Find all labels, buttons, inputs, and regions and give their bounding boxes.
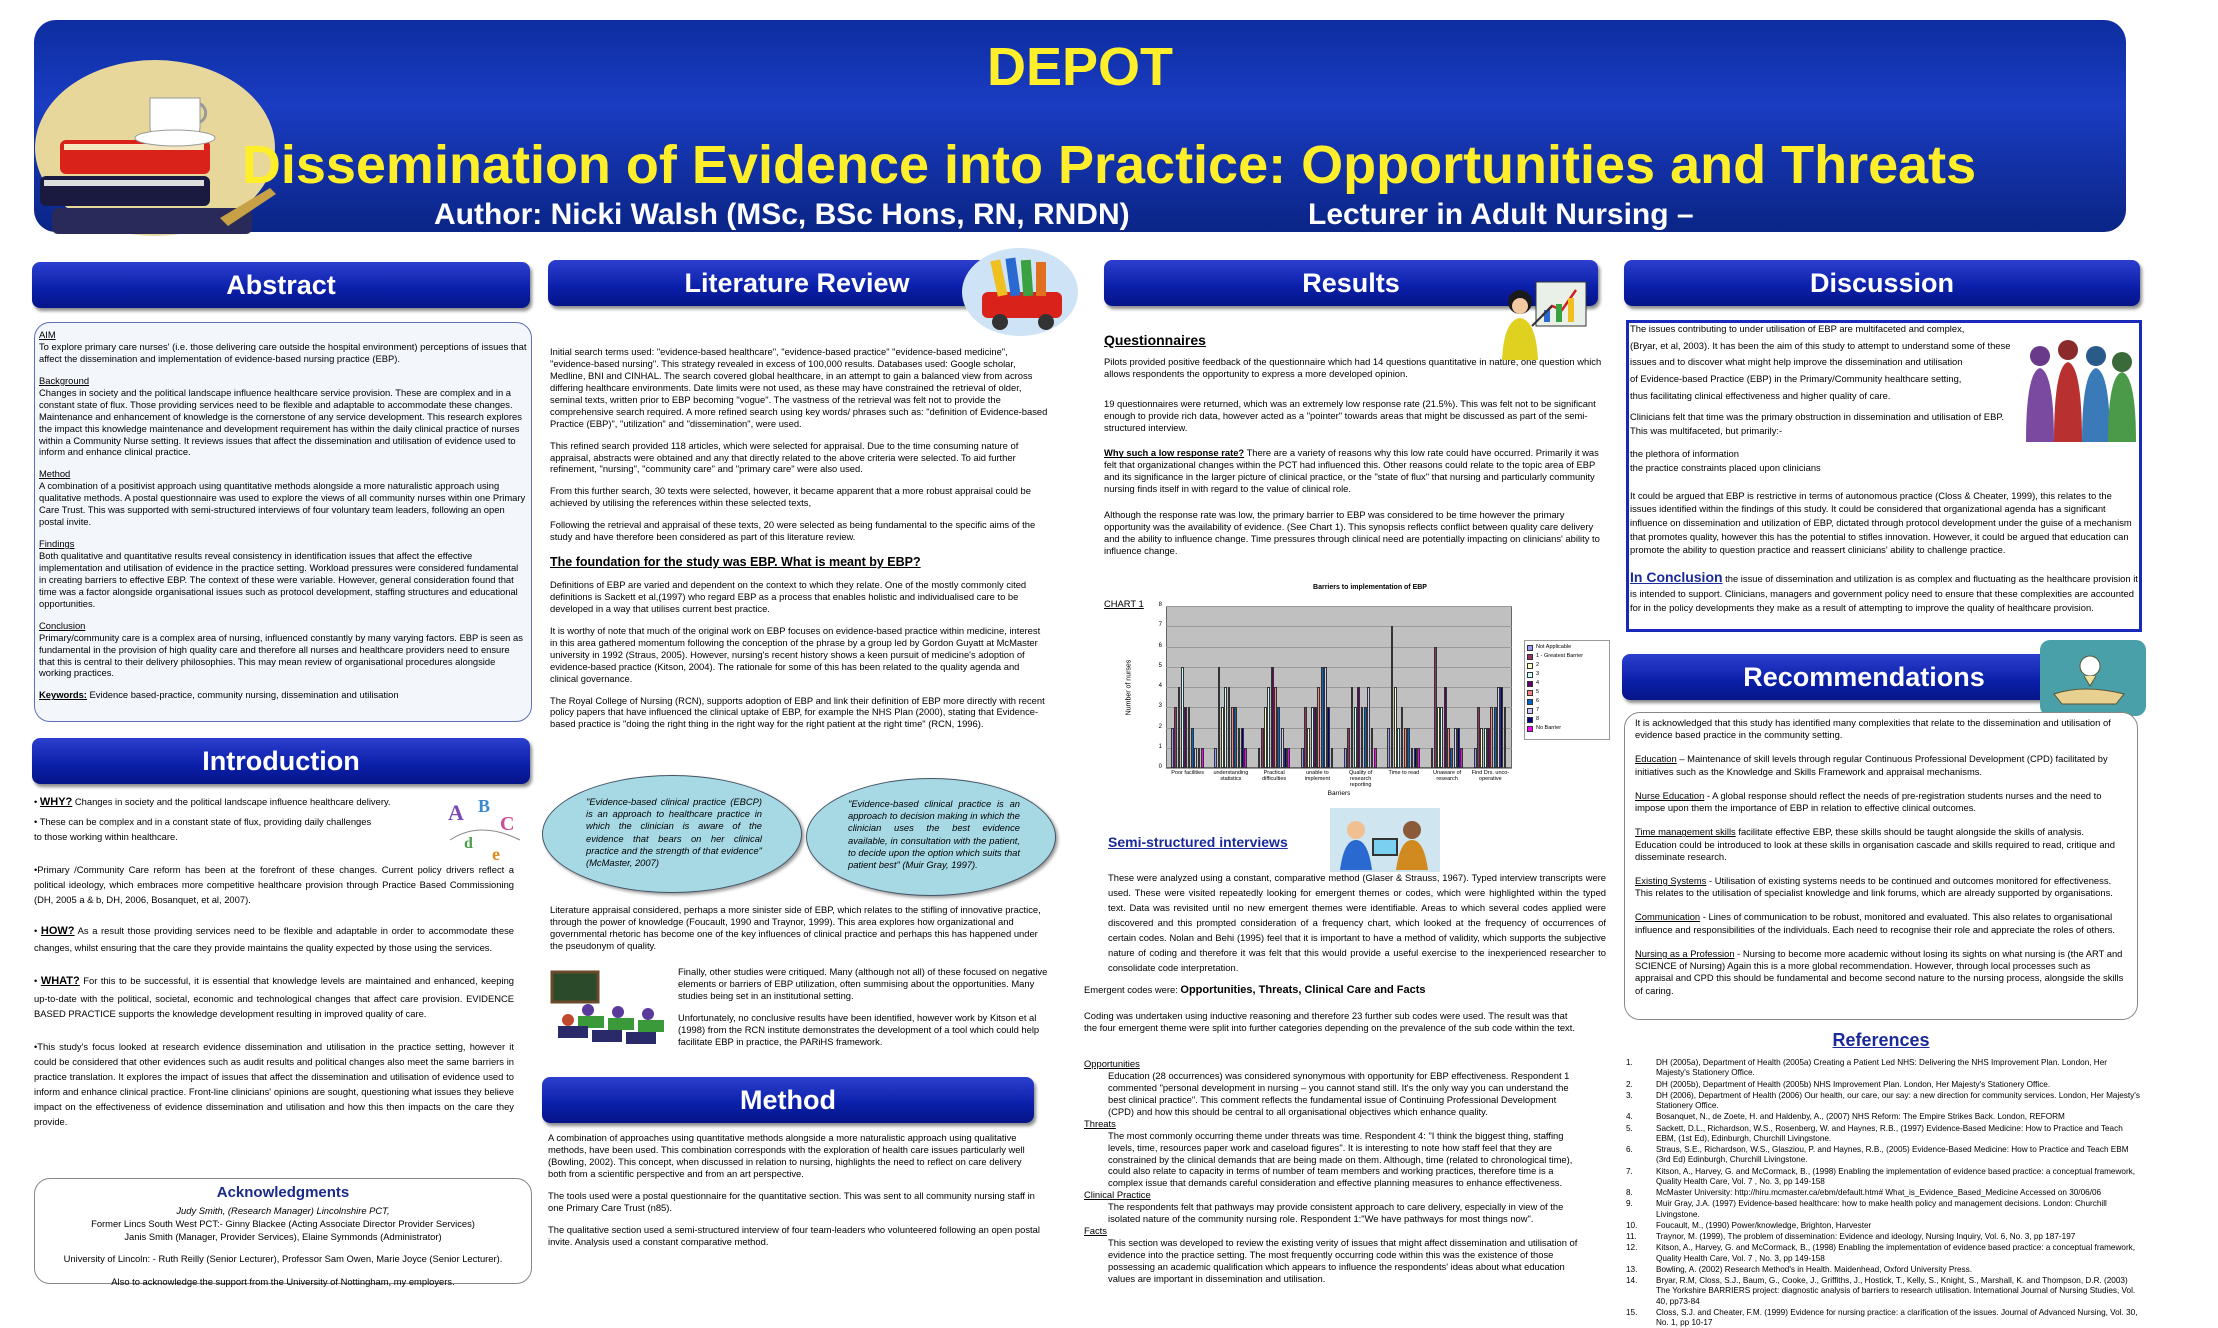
references-list: [1626, 1058, 2140, 1327]
chart-x-tick: understanding statistics: [1213, 770, 1249, 783]
svg-text:B: B: [478, 796, 491, 816]
chart-y-tick: 3: [1158, 703, 1162, 710]
magic-lamp-icon: [2040, 640, 2146, 716]
discussion-heading: Discussion: [1624, 260, 2140, 306]
reference-number: 13.: [1626, 1264, 1638, 1274]
reference-text: DH (2005a), Department of Health (2005a) Creating a Patient Led NHS: Delivering the NHS Improvement Plan. London, Her Majesty's Stationery Office.: [1656, 1058, 2107, 1078]
ack-line-1: Judy Smith, (Research Manager) Lincolnshire PCT,: [176, 1205, 390, 1217]
discussion-line-5: thus facilitating clinical effectiveness and higher quality of care.: [1630, 389, 1891, 401]
references-heading: References: [1832, 1030, 1930, 1050]
results-heading: Results: [1104, 260, 1598, 306]
threats-text: The most commonly occurring theme under threats was time. Respondent 4: "I think the biggest thing, staffing levels, time, resources paper work and caseload figures". It is interesting to note how staff feel that they are constrained by the clinical demands that are being made on them. Although, time (related to chronological time), could also relate to capacity in terms of number of team members and working practices, therefore time is a complex issue that demands careful consideration and effective planning measures to enhance effectiveness.: [1108, 1129, 1573, 1189]
emergent-codes-list: Opportunities, Threats, Clinical Care and Facts: [1180, 984, 1426, 996]
reference-text: Foucault, M., (1990) Power/knowledge, Brighton, Harvester: [1656, 1220, 1872, 1230]
chart-x-tick: Poor facilities: [1171, 770, 1204, 776]
abstract-findings: Both qualitative and quantitative results reveal consistency in identification issues that affect the effective implementation and utilisation of evidence in the practice setting. Workload pressures were considered fundamental in creating barriers to effective EBP. The context of these were variable. However, general consideration found that time was a factor alongside organisational issues such as protocol development, staffing structures and educational opportunities.: [39, 550, 519, 609]
lit-paragraph-2: This refined search provided 118 articles, which were selected for appraisal. Due to the time consuming nature of appraisal, abstracts were obtained and any that directly related to the above criteria were selected. To aid further refinement, "nursing", "community care" and "primary care" were also used.: [550, 439, 1019, 475]
chart-legend-swatch: [1527, 726, 1533, 732]
reference-item: [1626, 1124, 2140, 1145]
method-paragraph-3: The qualitative section used a semi-structured interview of four team-leaders who volunteered following an open postal invite. Analysis used a constant comparative method.: [548, 1223, 1040, 1247]
rec-time-management: facilitate effective EBP, these skills should be taught alongside the skills of analysis. Education could be introduced to look at these skills in organisation cascade and skills required to read, critique and disseminate research.: [1635, 826, 2115, 862]
reference-number: 1.: [1626, 1058, 1633, 1067]
why-low-response-heading: Why such a low response rate?: [1104, 447, 1245, 459]
chart-x-tick: Find Drs. unco-operative: [1471, 770, 1510, 783]
literature-body: [550, 346, 1050, 816]
chart-y-tick: 7: [1158, 622, 1162, 629]
results-paragraph-1: Pilots provided positive feedback of the questionnaire which had 14 questions quantitative in nature, one question which allows respondents the opportunity to express a more developed opinion.: [1104, 355, 1602, 379]
intro-paragraph-2: This study's focus looked at research evidence dissemination and utilisation in the practice setting, however it could be considered that other evidences such as audit results and political changes also meet the same barriers in practice translation. It explores the impact of issues that affect the dissemination and utilisation of evidence used to inform and enhance clinical practice. Front-line clinicians' opinions are sought, questioning what issues they believe impact on the effectiveness of evidence dissemination and utilisation and how this then impacts on the care they provide.: [34, 1041, 514, 1128]
chart-title: Barriers to implementation of EBP: [1313, 584, 1427, 591]
reference-item: [1626, 1221, 2140, 1231]
chart-y-tick: 6: [1158, 642, 1162, 649]
svg-text:C: C: [500, 813, 515, 835]
discussion-line-2: (Bryar, et al, 2003). It has been the aim of this study to attempt to understand some of these: [1630, 339, 2011, 351]
chart-bars: [1166, 606, 1512, 768]
chart-legend-swatch: [1527, 699, 1533, 705]
chart-bar: [1460, 748, 1463, 768]
chart-gridline: [1166, 768, 1512, 769]
lit-paragraph-6: It is worthy of note that much of the original work on EBP focuses on evidence-based practice within medicine, interest in this area gathered momentum following the conception of the phrase by a group led by Gordon Guyatt at McMaster university in 1992 (Straus, 2005). However, nursing's recent history shows a keen pursuit of medicine's adoption of evidence-based practice (Kitson, 2004). The rationale for some of this has been related to the quality agenda and clinical governance.: [550, 624, 1041, 684]
chart-y-tick: 0: [1158, 764, 1162, 770]
rec-education: – Maintenance of skill levels through regular Continuous Professional Development (CPD) facilitated by initiatives such as the Knowledge and Skills Framework and appraisal mechanisms.: [1635, 753, 2108, 777]
recommendations-box: [1624, 712, 2138, 1020]
lit-paragraph-4: Following the retrieval and appraisal of these texts, 20 were selected as being fundamental to the specific aims of the study and have therefore been considered as part of this literature review.: [550, 519, 1036, 543]
abstract-keywords: Evidence based-practice, community nursing, dissemination and utilisation: [89, 689, 399, 701]
reference-text: Closs, S.J. and Cheater, F.M. (1999) Evidence for nursing practice: a clarification of the issues. Journal of Advanced Nursing, Vol. 30, No. 1, pp 10-17: [1656, 1307, 2138, 1327]
reference-text: Muir Gray, J.A. (1997) Evidence-based healthcare: how to make health policy and management decisions. London: Churchill Livingstone.: [1656, 1199, 2107, 1219]
reference-item: [1626, 1058, 2140, 1079]
results-paragraph-4: Although the response rate was low, the primary barrier to EBP was considered to be time however the primary opportunity was the availability of evidence. (See Chart 1). This synopsis reflects conflict between quality care delivery and the ability to influence change. Time pressures through clinical need are potentially impacting on clinicians' ability to influence change.: [1104, 509, 1600, 557]
chart-x-tick: Practical difficulties: [1262, 770, 1287, 783]
method-body: [548, 1132, 1042, 1272]
intro-why: Changes in society and the political landscape influence healthcare delivery.: [74, 796, 391, 807]
rec-nursing-profession: - Nursing to become more academic without losing its sights on what nursing is (the ART and SCIENCE of Nursing) Again this is a more global recommendation. However, through local processes such as appraisal and CPD this should be fundamental and become second nature to the nursing process, alongside the skills of caring.: [1635, 947, 2124, 996]
chart-x-tick: Unaware of research: [1433, 770, 1462, 783]
chart-legend-swatch: [1527, 645, 1533, 651]
literature-review-heading: Literature Review: [548, 260, 1046, 306]
reference-number: 2.: [1626, 1079, 1633, 1089]
reference-item: [1626, 1276, 2140, 1307]
chart-legend-label: 1 - Greatest Barrier: [1536, 653, 1584, 659]
semi-structured-body: [1108, 870, 1606, 990]
chart-legend-item: [1527, 652, 1607, 661]
chart-legend-label: Not Applicable: [1536, 644, 1572, 650]
introduction-heading: Introduction: [32, 738, 530, 784]
discussion-line-1: The issues contributing to under utilisation of EBP are multifaceted and complex,: [1630, 323, 1965, 334]
reference-text: Kitson, A., Harvey, G. and McCormack, B., (1998) Enabling the implementation of evidence based practice: a conceptual framework, Quality Health Care, Vol. 7 , No. 3, pp 149-158: [1656, 1166, 2136, 1186]
acknowledgments-box: [34, 1178, 532, 1287]
method-heading: Method: [542, 1077, 1034, 1123]
rec-existing-systems-heading: Existing Systems: [1635, 874, 1707, 886]
recommendations-intro: It is acknowledged that this study has identified many complexities that relate to the dissemination and utilisation of evidence based practice in the community setting.: [1635, 717, 2111, 741]
abstract-method: A combination of a positivist approach using quantitative methods alongside a more naturalistic approach using qualitative methods. A postal questionnaire was used to explore the views of all community nurses within one Primary Care Trust. This was supported with semi-structured interviews of four voluntary team leaders, following an open postal invite.: [39, 480, 526, 528]
abstract-box: [34, 322, 532, 722]
results-body: [1104, 332, 1606, 592]
reference-number: 11.: [1626, 1232, 1637, 1241]
abstract-conclusion: Primary/community care is a complex area of nursing, influenced constantly by many varying factors. EBP is seen as fundamental in the provision of high quality care and therefore all nurses and healthcare providers need to ensure that this is central to their delivery philosophies. This may mean review of organisational procedures alongside working practices.: [39, 631, 523, 679]
svg-text:A: A: [448, 800, 464, 825]
reference-number: 9.: [1626, 1199, 1633, 1209]
chart-x-tick: unable to implement: [1304, 770, 1331, 783]
discussion-bullet-2: the practice constraints placed upon clinicians: [1630, 462, 1821, 473]
discussion-line-4: of Evidence-based Practice (EBP) in the Primary/Community healthcare setting,: [1630, 372, 1962, 384]
method-paragraph-1: A combination of approaches using quantitative methods alongside a more naturalistic approach using qualitative methods, have been used. This combination corresponds with the exploration of health care issues particularly well (Bowling, 2002). This concept, when discussed in relation to nursing, highlights the need to reflect on care delivery both from a scientific perspective and from an art perspective.: [548, 1132, 1025, 1179]
reference-item: [1626, 1080, 2140, 1090]
reference-number: 6.: [1626, 1145, 1633, 1154]
chart-legend-item: [1527, 724, 1607, 733]
reference-text: Bryar, R.M, Closs, S.J., Baum, G., Cooke, J., Griffiths, J., Hostick, T., Kelly, S., Knight, S., Marshall, K. and Thompson, D.R. (2003) The Yorkshire BARRIERS project: diagnostic analysis of barriers to research utilisation. International Journal of Nursing Studies, Vol. 40, pp73-84: [1656, 1276, 2136, 1306]
opportunities-text: Education (28 occurrences) was considered synonymous with opportunity for EBP effectiveness. Respondent 1 commented "personal development in nursing – you cannot stand still. It's the only way you can understand the best clinical practice". This comment reflects the fundamental issue of Continuing Professional Development (CPD) and how this should be central to all organisational objectives which enhance quality.: [1108, 1069, 1570, 1117]
reference-item: [1626, 1091, 2140, 1112]
poster-title: Dissemination of Evidence into Practice: Opportunities and Threats: [241, 135, 1977, 195]
chart-x-tick: Quality of research reporting: [1349, 770, 1373, 789]
svg-text:d: d: [464, 835, 473, 852]
clinical-practice-text: The respondents felt that pathways may provide consistent approach to care delivery, especially in view of the isolated nature of the community nursing role. Respondent 1:"We have pathways for most things now".: [1108, 1201, 1564, 1225]
chart-x-tick: Time to read: [1388, 770, 1420, 776]
reference-number: 10.: [1626, 1220, 1638, 1230]
chart-y-tick: 1: [1158, 743, 1162, 750]
coding-paragraph: [1084, 1010, 1578, 1046]
discussion-body: [1630, 322, 2138, 628]
reference-item: [1626, 1243, 2140, 1264]
emergent-codes-label: Emergent codes were:: [1084, 984, 1178, 995]
reference-text: Bosanquet, N., de Zoete, H. and Haldenby, A., (2007) NHS Reform: The Empire Strikes Back. London, REFORM: [1656, 1112, 2065, 1122]
opportunities-heading: Opportunities: [1084, 1058, 1140, 1069]
chart-y-tick: 5: [1158, 662, 1162, 669]
rec-nurse-education: - A global response should reflect the needs of pre-registration students nurses and the need to impose upon them the importance of EBP in relation to effective clinical outcomes.: [1635, 789, 2102, 814]
barriers-chart: [1120, 584, 1610, 810]
definition-cloud-2-text: "Evidence-based clinical practice is an approach to decision making in which the clinician uses the best evidence available, in consultation with the patient, to decide upon the option which suits that patient best" (Muir Gray, 1997).: [848, 798, 1020, 871]
results-paragraph-2: 19 questionnaires were returned, which was an extremely low response rate (21.5%). This was felt not to be significant enough to provide rich data, however acted as a "pointer" towards areas that might be discussed as part of the semi-structured interview.: [1104, 397, 1596, 433]
abstract-background-heading: Background: [39, 374, 90, 386]
reference-number: 3.: [1626, 1090, 1633, 1100]
reference-number: 8.: [1626, 1188, 1633, 1197]
chart-legend-label: 2: [1536, 662, 1540, 668]
lit-paragraph-7: The Royal College of Nursing (RCN), supports adoption of EBP and link their definition of EBP more directly with recent policy papers that have influenced the clinical uptake of EBP, for example the NHS Plan (2000), stating that Evidence-based practice is "doing the right thing in the right way for the right patient at the right time" (RCN, 1996).: [550, 694, 1045, 730]
clinical-practice-heading: Clinical Practice: [1084, 1189, 1151, 1201]
reference-number: 12.: [1626, 1243, 1638, 1253]
reference-text: McMaster University: http://hiru.mcmaster.ca/ebm/default.htm# What_is_Evidence_Based_Medicine Accessed on 30/06/06: [1656, 1188, 2102, 1197]
chart-xlabel: Barriers: [1327, 790, 1351, 797]
reference-text: Kitson, A., Harvey, G. and McCormack, B., (1998) Enabling the implementation of evidence based practice: a conceptual framework, Quality Health Care, Vol. 7 , No. 3, pp 149-158: [1656, 1243, 2136, 1263]
reference-number: 4.: [1626, 1112, 1633, 1122]
reference-item: [1626, 1199, 2140, 1220]
definition-cloud-1-text: "Evidence-based clinical practice (EBCP) is an approach to healthcare practice in which the clinician is aware of the evidence that bears on her clinical practice and the strength of that evidence" (McMaster, 2007): [586, 796, 762, 869]
reference-item: [1626, 1145, 2140, 1166]
ack-line-4: University of Lincoln: - Ruth Reilly (Senior Lecturer), Professor Sam Owen, Marie Joyce (Senior Lecturer).: [63, 1253, 503, 1265]
chart-legend-item: [1527, 715, 1607, 724]
chart-legend-label: 5: [1536, 689, 1540, 695]
chart-gridline: [1166, 647, 1512, 648]
rec-existing-systems: - Utilisation of existing systems needs to be continued and outcomes monitored for effectiveness. This relates to the utilisation of specialist knowledge and link forums, which are already supported by organisations.: [1635, 874, 2113, 899]
intro-paragraph-1: Primary /Community Care reform has been at the forefront of these changes. Current policy drivers reflect a political ideology, which embraces more competitive healthcare provision through Practice Based Commissioning (DH, 2005 a & b, DH, 2006, Bosanquet, et al, 2007).: [34, 863, 514, 905]
chart-legend: [1524, 640, 1610, 740]
chart-legend-item: [1527, 706, 1607, 715]
abstract-method-heading: Method: [39, 468, 71, 480]
lit-paragraph-10: Unfortunately, no conclusive results have been identified, however work by Kitson et al (1998) from the RCN institute demonstrates the development of a tool which could help facilitate EBP in practice, the PARiHS framework.: [678, 1011, 1040, 1047]
chart-legend-swatch: [1527, 672, 1533, 678]
reference-item: [1626, 1167, 2140, 1188]
books-cart-icon: [960, 246, 1080, 338]
reference-item: [1626, 1308, 2140, 1328]
chart-legend-swatch: [1527, 663, 1533, 669]
lit-paragraph-5: Definitions of EBP are varied and dependent on the context to which they relate. One of the mostly commonly cited definitions is Sackett et al,(1997) who regard EBP as a process that enables holistic and individualised care to be developed in a way that utilises current best practice.: [550, 579, 1027, 614]
intro-why-3: to those working within healthcare.: [34, 830, 178, 842]
chart-y-tick: 8: [1158, 602, 1162, 608]
chart-legend-label: 3: [1536, 671, 1540, 677]
ack-line-2: Former Lincs South West PCT:- Ginny Blackee (Acting Associate Director Provider Services): [91, 1217, 475, 1229]
chart-y-tick: 4: [1158, 683, 1162, 689]
lit-paragraph-8: Literature appraisal considered, perhaps a more sinister side of EBP, which relates to the stifling of innovative practice, through the power of knowledge (Foucault, 1990 and Traynor, 1999). This area explores how organizational and governmental rhetoric has become one of the key influences of clinical practice and perhaps this has happened under the pseudonym of quality.: [550, 904, 1041, 951]
chart-bar: [1504, 707, 1507, 768]
chart-bar: [1244, 748, 1247, 768]
chart-legend-item: [1527, 697, 1607, 706]
reference-number: 14.: [1626, 1276, 1638, 1285]
lit-foundation-heading: The foundation for the study was EBP. What is meant by EBP?: [550, 555, 921, 570]
poster-author-role: Lecturer in Adult Nursing –: [1308, 198, 1694, 231]
method-paragraph-2: The tools used were a postal questionnaire for the quantitative section. This was sent to all community nursing staff in one Primary Care Trust (n85).: [548, 1189, 1035, 1213]
chart-legend-item: [1527, 670, 1607, 679]
discussion-paragraph-2: Clinicians felt that time was the primary obstruction in dissemination and utilisation of EBP. This was multifaceted, but primarily:-: [1630, 411, 2004, 436]
poster-acronym: DEPOT: [986, 37, 1174, 97]
reference-text: Straus, S.E., Richardson, W.S., Glasziou, P. and Haynes, R.B., (2005) Evidence-Based Medicine: How to Practice and Teach EBM (3rd Ed) Edinburgh, Churchill Livingstone.: [1656, 1145, 2129, 1165]
chart-gridline: [1166, 606, 1512, 607]
lit-paragraph-1: Initial search terms used: "evidence-based healthcare", "evidence-based practice" "evidence-based medicine", "evidence-based nursing". This strategy revealed in excess of 100,000 results. Databases used: Google scholar, Medline, BNI and CINHAL. The search covered global healthcare, in an attempt to gain a balanced view from across differing healthcare environments. Date limits were not used, as these may have constrained the retrieval of older, seminal texts, written prior to EBP becoming "vogue". The vastness of the retrieval was felt not to provide the comprehensive search required. A more refined search using key words/ phrases such as: "definition of Evidence-based Practice (EBP)", "utilization" and "dissemination", were used.: [550, 346, 1048, 429]
results-paragraph-3: There are a variety of reasons why this low rate could have occurred. Primarily it was felt that organizational changes within the PCT had influenced this. Other reasons could relate to the topic area of EBP and its significance in the larger picture of clinical practice, or the "state of flux" that nursing and particularly community nursing finds itself in with regard to the value of clinical role.: [1104, 447, 1599, 495]
svg-text:e: e: [492, 844, 500, 864]
chart-legend-swatch: [1527, 654, 1533, 660]
chart-legend-swatch: [1527, 681, 1533, 687]
intro-how: As a result those providing services need to be flexible and adaptable in order to accommodate these changes, whilst ensuring that the care they provide maintains the quality expected by those using the services.: [34, 924, 515, 954]
abc-letters-icon: [440, 790, 530, 870]
chart-legend-swatch: [1527, 708, 1533, 714]
chart-bar: [1331, 748, 1334, 768]
reference-number: 5.: [1626, 1123, 1633, 1133]
rec-communication: - Lines of communication to be robust, monitored and evaluated. This also relates to organisational influence and responsibilities of the individuals. Each need to recognise their role and appreciate the roles of others.: [1635, 911, 2115, 935]
lit-paragraph-9: Finally, other studies were critiqued. Many (although not all) of these focused on negative elements or barriers of EBP utilization, often summising about the opportunities. Many studies being set in an institutional setting.: [678, 966, 1048, 1001]
reference-number: 15.: [1626, 1307, 1638, 1317]
intro-why-heading: WHY?: [39, 796, 73, 808]
chart-legend-item: [1527, 688, 1607, 697]
intro-why-2: These can be complex and in a constant state of flux, providing daily challenges: [39, 815, 372, 827]
reference-text: Bowling, A. (2002) Research Method's in Health. Maidenhead, Oxford University Press.: [1656, 1264, 1973, 1274]
reference-text: Sackett, D.L., Richardson, W.S., Rosenberg, W. and Haynes, R.B., (1997) Evidence-Based Medicine: How to Practice and Teach EBM, (1st Ed), Edinburgh, Churchill Livingstone.: [1656, 1123, 2123, 1143]
reference-number: 7.: [1626, 1166, 1633, 1176]
abstract-background: Changes in society and the political landscape influence healthcare service provision. These are complex and in a constant state of flux. Those providing services need to be flexible and adaptable to accommodate these changes. Maintenance and enhancement of knowledge is the cornerstone of any service development. This research explores the impact this knowledge maintenance and development requirement has within the daily clinical practice of nurses within a Community Nurse setting. It reviews issues that affect the dissemination and utilisation of evidence used to inform and enhance clinical practice.: [39, 386, 522, 458]
chart-legend-swatch: [1527, 690, 1533, 696]
classroom-icon: [548, 966, 674, 1054]
results-paragraph-5: These were analyzed using a constant, comparative method (Glaser & Strauss, 1967). Typed interview transcripts were used. These were visited repeatedly looking for emergent themes or codes, which were highlighted within the typed text. Data was revisited until no new emergent themes were identifiable. Areas to which several codes applied were discovered and this prompted consideration of a frequency chart, which looked at the frequency of occurrences of certain codes. Nolan and Behi (1995) feel that it is important to have a method of validity, which supports the subjective nature of coding and therefore it was felt that this would provide a useful exercise to the inexperienced researcher to consolidate code interpretation.: [1108, 872, 1606, 974]
threats-heading: Threats: [1084, 1117, 1116, 1129]
questionnaires-heading: Questionnaires: [1104, 332, 1206, 348]
chart-legend-label: 4: [1536, 680, 1540, 686]
chart-legend-label: 6: [1536, 698, 1540, 704]
reference-item: [1626, 1232, 2140, 1242]
rec-education-heading: Education: [1635, 753, 1677, 765]
rec-communication-heading: Communication: [1635, 911, 1701, 923]
chart-bar: [1201, 748, 1204, 768]
ack-line-3: Janis Smith (Manager, Provider Services), Elaine Symmonds (Administrator): [124, 1230, 442, 1242]
abstract-findings-heading: Findings: [39, 538, 75, 550]
themes-body: [1084, 1058, 1578, 1290]
rec-nurse-education-heading: Nurse Education: [1635, 789, 1705, 801]
conclusion-text: the issue of dissemination and utilization is as complex and fluctuating as the healthcare provision it is intended to support. Clinicians, managers and government policy need to ensure that these complexities are accounted for in the policy developments they make as a result of attempting to improve the quality of healthcare provision.: [1630, 572, 2138, 613]
abstract-aim-heading: AIM: [39, 329, 56, 340]
results-paragraph-6: Coding was undertaken using inductive reasoning and therefore 23 further sub codes were used. The result was that the four emergent theme were split into further categories depending on the prevalence of the sub code within the text.: [1084, 1010, 1575, 1033]
intro-how-heading: HOW?: [40, 924, 75, 937]
introduction-body: • WHY? Changes in society and the political landscape influence healthcare delivery. • These can be complex and in a constant state of flux, providing daily challenges to those working within healthcare. •Primary /Community Care reform has been at the forefront of these changes. Current policy drivers reflect a political ideology, which embraces more competitive healthcare provision through Practice Based Commissioning (DH, 2005 a & b, DH, 2006, Bosanquet, et al, 2007). • HOW? As a result those providing services need to be flexible and adaptable in order to accommodate these changes, whilst ensuring that the care they provide maintains the quality expected by those using the services. • WHAT? For this to be successful, it is essential that knowledge levels are maintained and enhanced, keeping up-to-date with the political, societal, economic and technological changes that affect care provision. EVIDENCE BASED PRACTICE supports the knowledge development resulting in improved quality of care. •This study's focus looked at research evidence dissemination and utilisation in the practice setting, however it could be considered that other evidences such as audit results and political changes also meet the same barriers in practice translation. It explores the impact of issues that affect the dissemination and utilisation of evidence used to inform and enhance clinical practice. Front-line clinicians' opinions are sought, questioning what issues they believe impact on the effectiveness of evidence dissemination and utilisation and how this then impacts on the care they provide.: [34, 796, 515, 1128]
lit-paragraph-3: From this further search, 30 texts were selected, however, it became apparent that a more robust appraisal could be achieved by utilising the references within these selected texts,: [550, 485, 1031, 509]
abstract-aim: To explore primary care nurses' (i.e. those delivering care outside the hospital environment) perceptions of issues that affect the dissemination and implementation of evidence-based nursing practice (EBP).: [39, 340, 527, 364]
chart-legend-label: No Barrier: [1536, 725, 1562, 731]
reference-text: Traynor, M. (1999), The problem of dissemination: Evidence and ideology, Nursing Inquiry, Vol. 6, No. 3, pp 187-197: [1656, 1232, 2076, 1241]
chart-gridline: [1166, 626, 1512, 627]
chart-legend-item: [1527, 643, 1607, 652]
chart-bar: [1287, 748, 1290, 768]
conclusion-heading: In Conclusion: [1630, 568, 1723, 585]
intro-what: For this to be successful, it is essential that knowledge levels are maintained and enhanced, keeping up-to-date with the political, societal, economic and technological changes that affect care provision. EVIDENCE BASED PRACTICE supports the knowledge development resulting in improved quality of care.: [34, 975, 514, 1020]
abstract-keywords-heading: Keywords:: [39, 689, 87, 701]
chart-legend-label: 7: [1536, 707, 1540, 713]
semi-structured-heading: Semi-structured interviews: [1108, 834, 1288, 850]
reference-item: [1626, 1188, 2140, 1198]
computer-users-icon: [1330, 808, 1440, 872]
chart-1-label: CHART 1: [1104, 598, 1144, 609]
reference-text: DH (2005b), Department of Health (2005b) NHS Improvement Plan. London, Her Majesty's Stationery Office.: [1656, 1079, 2051, 1089]
chart-legend-swatch: [1527, 717, 1533, 723]
emergent-codes: [1084, 984, 1426, 996]
discussion-bullet-1: the plethora of information: [1630, 448, 1739, 460]
rec-nursing-profession-heading: Nursing as a Profession: [1635, 947, 1735, 959]
reference-text: DH (2006), Department of Health (2006) Our health, our care, our say: a new direction for community services. London, Her Majesty's Stationery Office.: [1656, 1090, 2140, 1110]
facts-text: This section was developed to review the existing verity of issues that might affect dissemination and utilisation of evidence into the practice setting. The most frequently occurring code within this was the existence of those possessing an academic qualification which appears to influence the respondents' ideas about what education values are important in dissemination and utilisation.: [1108, 1237, 1578, 1284]
chart-bar: [1417, 748, 1420, 768]
acknowledgments-heading: Acknowledgments: [216, 1184, 350, 1201]
rec-time-management-heading: Time management skills: [1635, 826, 1736, 838]
abstract-heading: Abstract: [32, 262, 530, 308]
recommendations-heading: Recommendations: [1622, 654, 2106, 700]
poster-author: Author: Nicki Walsh (MSc, BSc Hons, RN, RNDN): [434, 198, 1130, 231]
chart-bar: [1374, 748, 1377, 768]
discussion-paragraph-3: It could be argued that EBP is restrictive in terms of autonomous practice (Closs & Cheater, 1999), this relates to the issues identified within the findings of this study. It could be considered that organizational agenda has a significant influence on dissemination and utilization of EBP, dictated through protocol development under the guise of a mechanism that promotes quality, however this has the potential to stifles innovation. However, it could be argued that education can promote the ability to question practice and reassert clinicians' ability to challenge practice.: [1630, 489, 2132, 556]
discussion-line-3: issues and to discover what might help improve the dissemination and utilisation: [1630, 356, 1963, 368]
abstract-conclusion-heading: Conclusion: [39, 619, 86, 631]
chart-y-ticks: [1146, 602, 1164, 770]
chart-legend-item: [1527, 661, 1607, 670]
ack-line-5: Also to acknowledge the support from the University of Nottingham, my employers.: [111, 1276, 455, 1287]
chart-legend-label: 8: [1536, 716, 1540, 722]
literature-body-3: [678, 966, 1052, 1056]
chart-ylabel: Number of nurses: [1125, 659, 1133, 716]
reference-item: [1626, 1112, 2140, 1122]
intro-what-heading: WHAT?: [40, 975, 80, 988]
reference-item: [1626, 1265, 2140, 1275]
facts-heading: Facts: [1084, 1225, 1107, 1237]
chart-legend-item: [1527, 679, 1607, 688]
chart-y-tick: 2: [1158, 723, 1162, 730]
